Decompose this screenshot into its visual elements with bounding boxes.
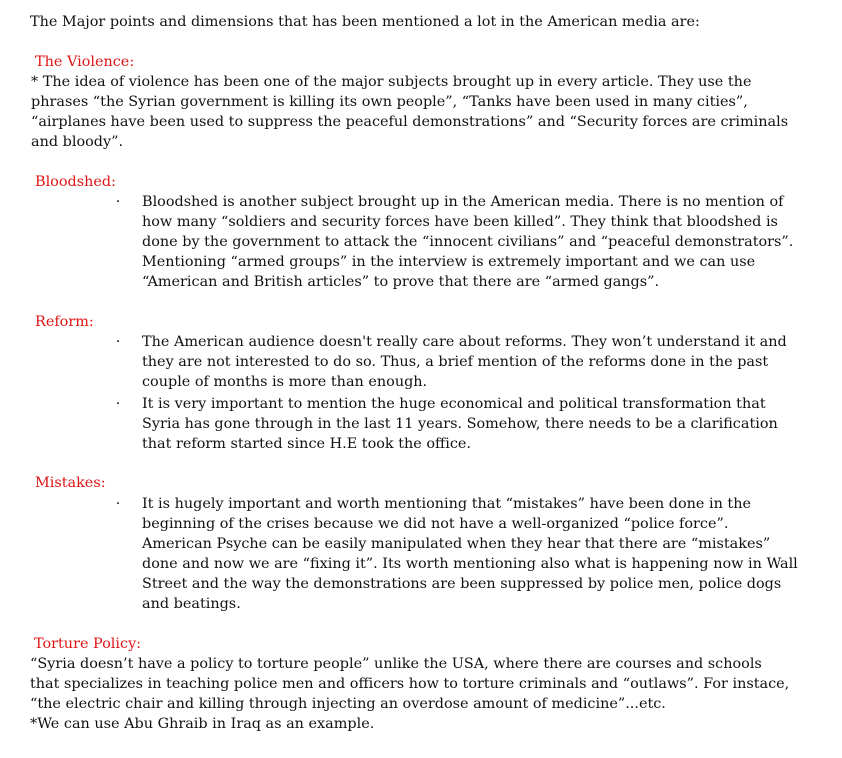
- intro-text: The Major points and dimensions that has been mentioned a lot in the American media are:: [30, 14, 700, 30]
- bullet-dot: ·: [115, 496, 121, 512]
- bullet-line: done and now we are “fixing it”. Its worth mentioning also what is happening now in Wall: [142, 556, 798, 572]
- bullet-line: It is very important to mention the huge economical and political transformation that: [142, 396, 766, 412]
- bullet-dot: ·: [115, 334, 121, 350]
- paragraph-line: phrases “the Syrian government is killing its own people”, “Tanks have been used in many cities”,: [31, 94, 748, 110]
- paragraph-line: *We can use Abu Ghraib in Iraq as an example.: [30, 716, 375, 732]
- list-item: [113, 192, 833, 292]
- bullet-line: how many “soldiers and security forces have been killed”. They think that bloodshed is: [142, 214, 778, 230]
- heading-bloodshed: Bloodshed:: [35, 174, 116, 190]
- paragraph-line: * The idea of violence has been one of the major subjects brought up in every article. They use the: [31, 74, 752, 90]
- bullet-dot: ·: [115, 194, 121, 210]
- bullet-line: and beatings.: [142, 596, 241, 612]
- list-item: [113, 494, 833, 614]
- list-item: [113, 394, 833, 454]
- paragraph-violence: [31, 72, 837, 152]
- paragraph-line: “the electric chair and killing through injecting an overdose amount of medicine”...etc.: [30, 696, 666, 712]
- bloodshed-bullets: [113, 192, 833, 292]
- bullet-line: Mentioning “armed groups” in the interview is extremely important and we can use: [142, 254, 756, 270]
- paragraph-line: that specializes in teaching police men and officers how to torture criminals and “outlaws”. For instace,: [30, 676, 790, 692]
- paragraph-line: “Syria doesn’t have a policy to torture people” unlike the USA, where there are courses and schools: [30, 656, 762, 672]
- heading-torture-policy: Torture Policy:: [34, 636, 142, 652]
- bullet-line: Street and the way the demonstrations are been suppressed by police men, police dogs: [142, 576, 782, 592]
- bullet-line: The American audience doesn't really care about reforms. They won’t understand it and: [142, 334, 787, 350]
- list-item: [113, 332, 833, 392]
- heading-violence: The Violence:: [35, 54, 135, 70]
- bullet-dot: ·: [115, 396, 121, 412]
- bullet-line: beginning of the crises because we did not have a well-organized “police force”.: [142, 516, 729, 532]
- bullet-line: they are not interested to do so. Thus, a brief mention of the reforms done in the past: [142, 354, 769, 370]
- bullet-line: “American and British articles” to prove that there are “armed gangs”.: [142, 274, 660, 290]
- paragraph-torture-policy: [30, 654, 836, 734]
- paragraph-line: and bloody”.: [31, 134, 124, 150]
- paragraph-line: “airplanes have been used to suppress the peaceful demonstrations” and “Security forces are criminals: [31, 114, 789, 130]
- bullet-line: couple of months is more than enough.: [142, 374, 428, 390]
- reform-bullets: [113, 332, 833, 454]
- heading-reform: Reform:: [35, 314, 94, 330]
- bullet-line: that reform started since H.E took the office.: [142, 436, 471, 452]
- bullet-line: done by the government to attack the “innocent civilians” and “peaceful demonstrators”.: [142, 234, 794, 250]
- heading-mistakes: Mistakes:: [35, 475, 106, 491]
- bullet-line: American Psyche can be easily manipulated when they hear that there are “mistakes”: [142, 536, 771, 552]
- bullet-line: Bloodshed is another subject brought up in the American media. There is no mention of: [142, 194, 784, 210]
- bullet-line: It is hugely important and worth mentioning that “mistakes” have been done in the: [142, 496, 751, 512]
- bullet-line: Syria has gone through in the last 11 years. Somehow, there needs to be a clarification: [142, 416, 778, 432]
- mistakes-bullets: [113, 494, 833, 614]
